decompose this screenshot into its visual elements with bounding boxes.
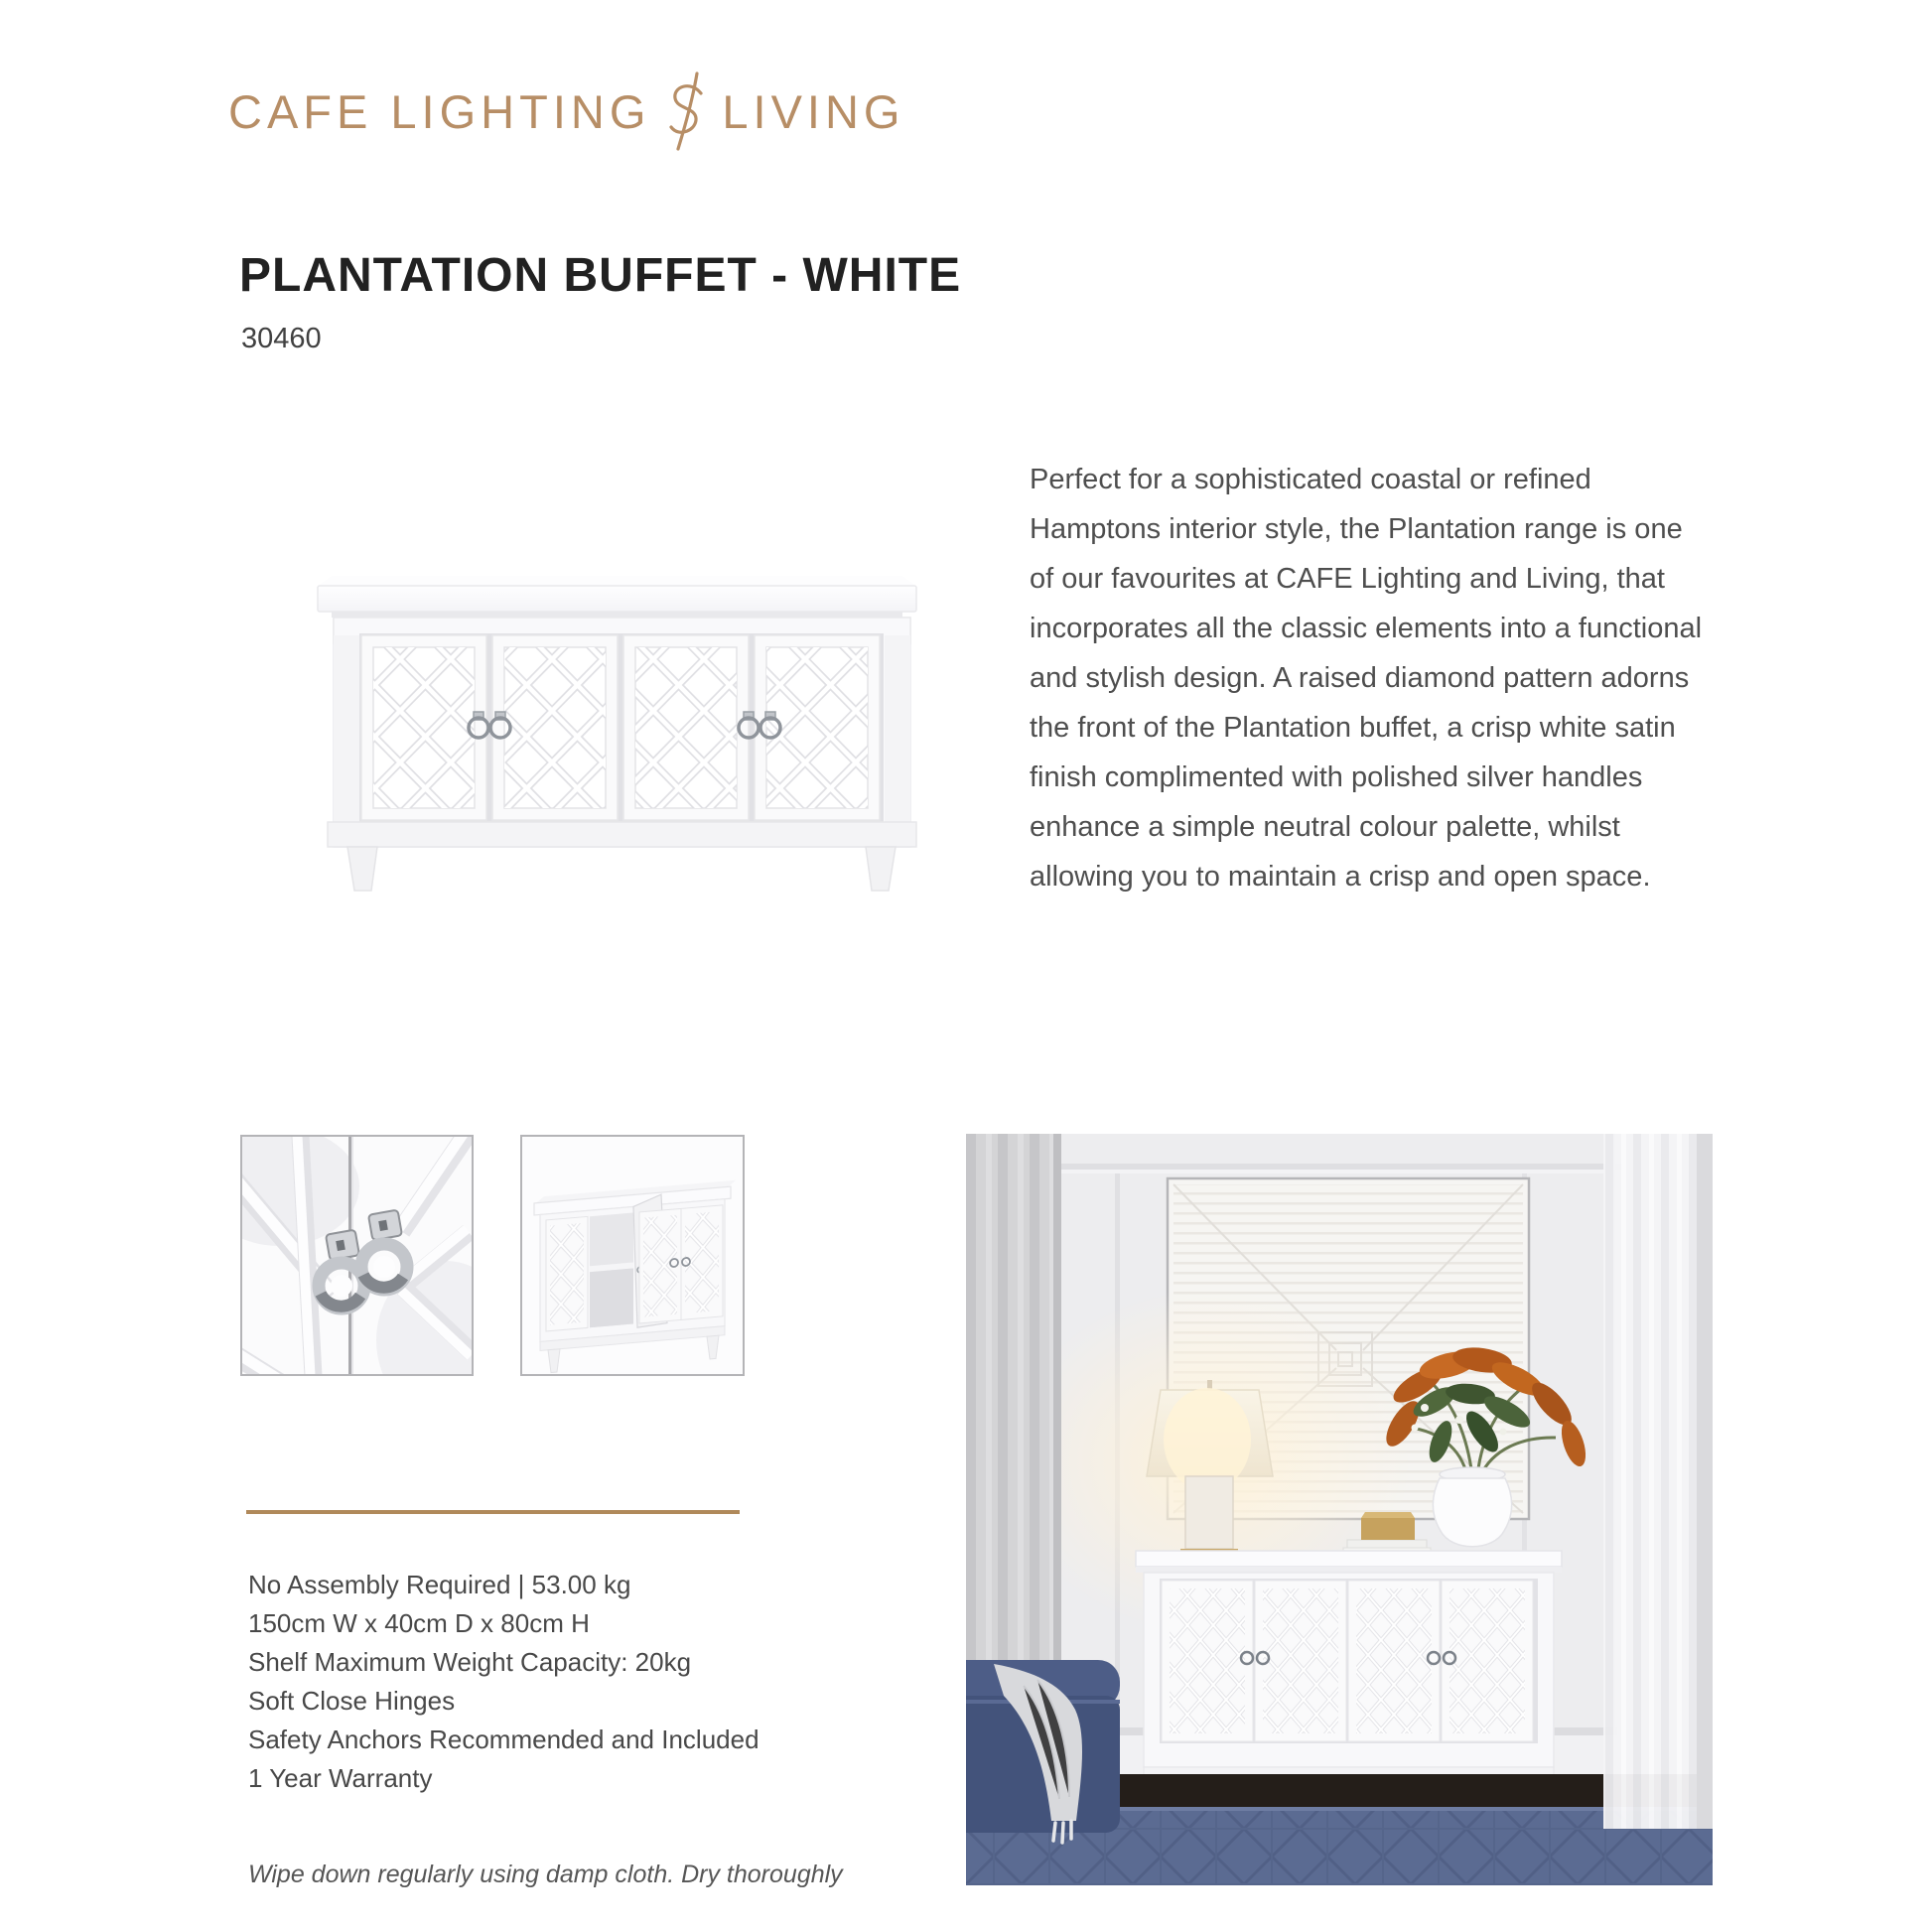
lifestyle-image [966,1134,1713,1885]
page-title: PLANTATION BUFFET - WHITE [239,249,962,302]
product-sku: 30460 [241,323,322,354]
brand-logo [228,71,904,151]
care-note: Wipe down regularly using damp cloth. Dry thoroughly [248,1861,843,1888]
brand-name-right: LIVING [722,84,905,138]
spec-line: 1 Year Warranty [248,1763,433,1793]
open-door-illustration [522,1137,743,1374]
spec-line: No Assembly Required | 53.00 kg [248,1570,631,1599]
lifestyle-buffet [1136,1551,1562,1795]
buffet-front-illustration [248,427,983,943]
spec-line: Safety Anchors Recommended and Included [248,1725,759,1754]
gold-divider [246,1510,740,1514]
handle-closeup-illustration [242,1137,472,1374]
spec-line: Shelf Maximum Weight Capacity: 20kg [248,1647,692,1677]
brand-name-left: CAFE LIGHTING [228,84,651,138]
thumbnail-open-door [520,1135,745,1376]
spec-list [248,1566,759,1798]
product-description: Perfect for a sophisticated coastal or refined Hamptons interior style, the Plantation range is one of our favourites at CAFE Lighting and Living, that incorporates all the classic elements into a functional and stylish design. A raised diamond pattern adorns the front of the Plantation buffet, a crisp white satin finish complimented with polished silver handles enhance a simple neutral colour palette, whilst allowing you to maintain a crisp and open space. [1030,464,1703,893]
main-product-image [248,427,983,943]
brand-ampersand-icon [662,71,710,151]
spec-line: 150cm W x 40cm D x 80cm H [248,1608,590,1638]
right-sheer-curtain [1603,1134,1713,1829]
ottoman [966,1660,1120,1843]
thumbnail-handle-closeup [240,1135,474,1376]
lifestyle-scene-illustration [966,1134,1713,1885]
spec-line: Soft Close Hinges [248,1686,456,1716]
